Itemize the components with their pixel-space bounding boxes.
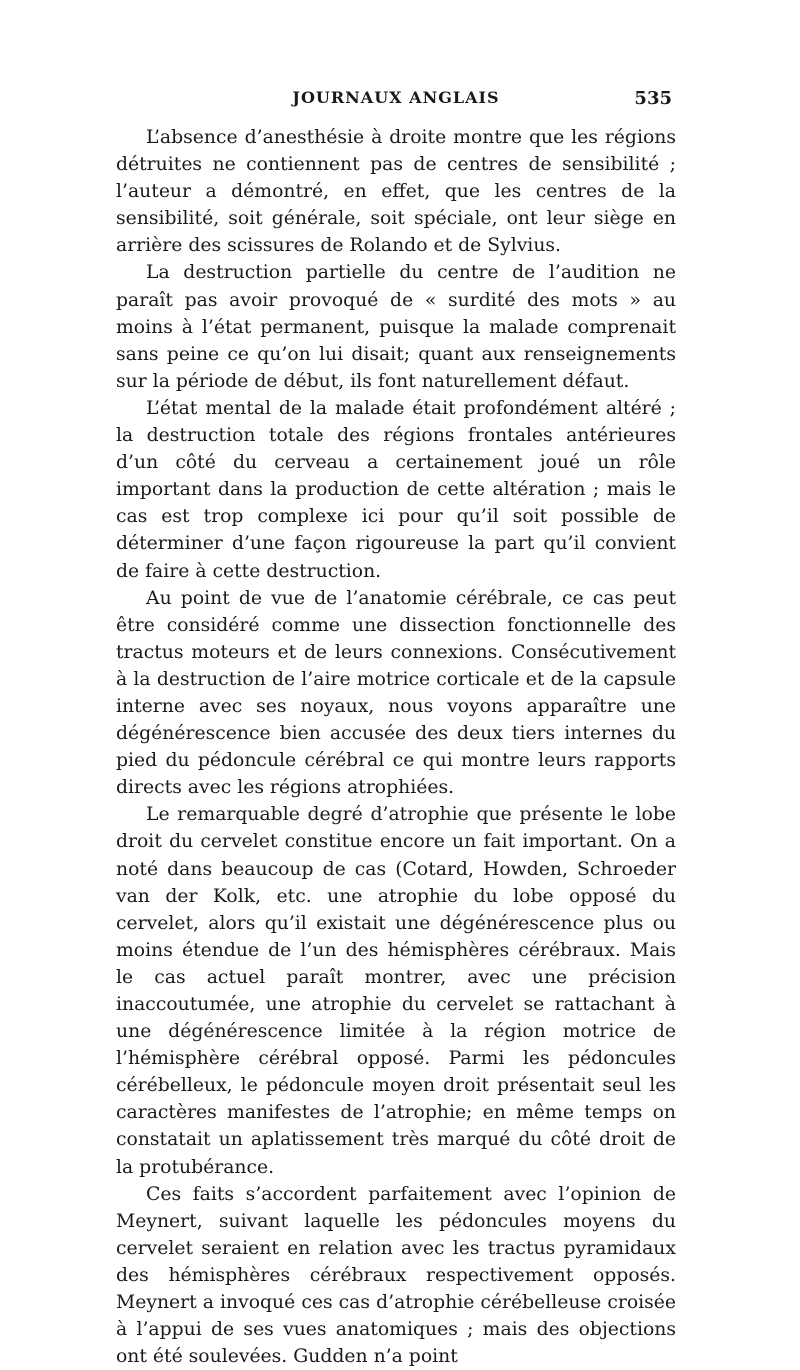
paragraph: L’absence d’anesthésie à droite montre que les régions détruites ne contiennent pas de centres de sensibilité ; l’auteur a démontré, en effet, que les centres de la sensibilité, soit générale, soit spéciale, ont leur siège en arrière des scissures de Rolando et de Sylvius.	[116, 127, 676, 257]
paragraph: Au point de vue de l’anatomie cérébrale, ce cas peut être considéré comme une dissection fonctionnelle des tractus moteurs et de leurs connexions. Consécutivement à la destruction de l’aire motrice corticale et de la capsule interne avec ses noyaux, nous voyons apparaître une dégénérescence bien accusée des deux tiers internes du pied du pédoncule cérébral ce qui montre leurs rapports directs avec les régions atrophiées.	[116, 587, 676, 799]
paragraph: La destruction partielle du centre de l’audition ne paraît pas avoir provoqué de « surdité des mots » au moins à l’état permanent, puisque la malade comprenait sans peine ce qu’on lui disait; quant aux renseignements sur la période de début, ils font naturellement défaut.	[116, 262, 676, 392]
paragraph: L’état mental de la malade était profondément altéré ; la destruction totale des régions frontales antérieures d’un côté du cerveau a certainement joué un rôle important dans la production de cette altération ; mais le cas est trop complexe ici pour qu’il soit possible de déterminer d’une façon rigoureuse la part qu’il convient de faire à cette destruction.	[116, 397, 676, 582]
running-title: JOURNAUX ANGLAIS	[292, 88, 500, 107]
page-number: 535	[634, 88, 672, 109]
running-head	[116, 88, 676, 118]
paragraph: Le remarquable degré d’atrophie que présente le lobe droit du cervelet constitue encore un fait important. On a noté dans beaucoup de cas (Cotard, Howden, Schroeder van der Kolk, etc. une atrophie du lobe opposé du cervelet, alors qu’il existait une dégénérescence plus ou moins étendue de l’un des hémisphères cérébraux. Mais le cas actuel paraît montrer, avec une précision inaccoutumée, une atrophie du cervelet se rattachant à une dégénérescence limitée à la région motrice de l’hémisphère cérébral opposé. Parmi les pédoncules cérébelleux, le pédoncule moyen droit présentait seul les caractères manifestes de l’atrophie; en même temps on constatait un aplatissement très marqué du côté droit de la protubérance.	[116, 804, 676, 1178]
body-text	[116, 124, 676, 1370]
book-page	[116, 88, 676, 1370]
paragraph: Ces faits s’accordent parfaitement avec l’opinion de Meynert, suivant laquelle les pédoncules moyens du cervelet seraient en relation avec les tractus pyramidaux des hémisphères cérébraux respectivement opposés. Meynert a invoqué ces cas d’atrophie cérébelleuse croisée à l’appui de ses vues anatomiques ; mais des objections ont été soulevées. Gudden n’a point	[116, 1183, 676, 1368]
